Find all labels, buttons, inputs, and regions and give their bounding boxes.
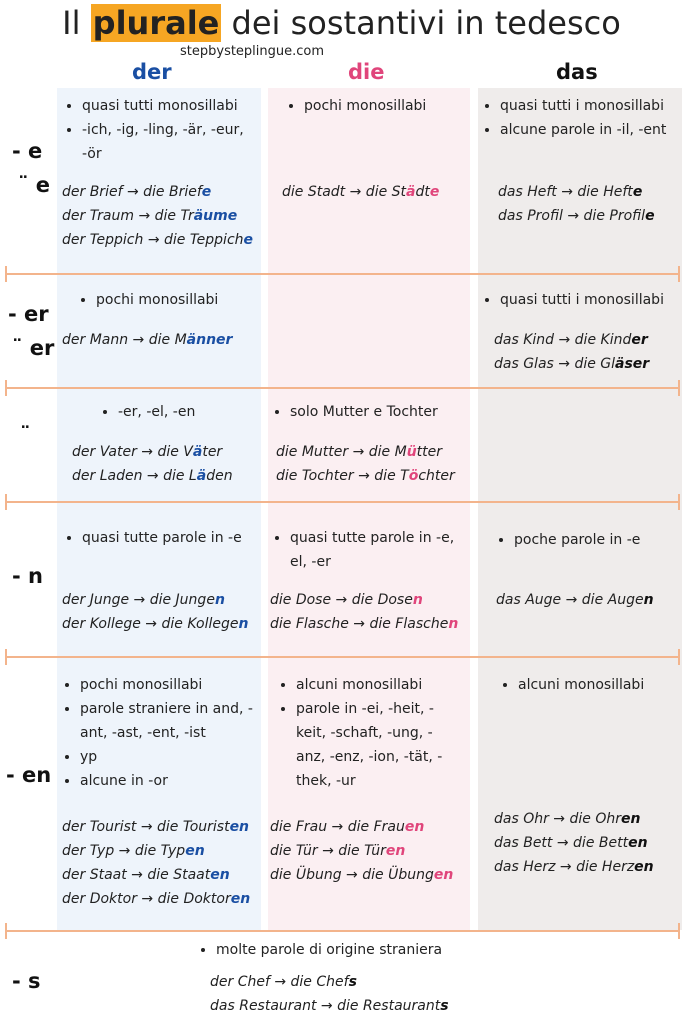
page-title: Il plurale dei sostantivi in tedesco [62, 4, 621, 42]
list-item: • pochi monosillabi [304, 94, 468, 118]
cell-er-der [62, 288, 258, 352]
list-item: • quasi tutte parole in -e [82, 526, 258, 550]
list-item: • molte parole di origine straniera [216, 938, 496, 962]
list-item: • alcuni monosillabi [296, 673, 454, 697]
cell-e-die [270, 94, 468, 204]
cell-n-das [480, 528, 680, 612]
row-label-e: - e ¨ e [12, 139, 51, 197]
list-item: • yp [80, 745, 258, 769]
example-line: das Herz → die Herzen [494, 859, 654, 875]
cell-n-der [62, 526, 258, 636]
example-line: der Tourist → die Touristen [62, 819, 250, 835]
list-item: • -er, -el, -en [118, 400, 258, 424]
list-item: • poche parole in -e [514, 528, 680, 552]
example-line: der Brief → die Briefe [62, 184, 212, 200]
list-item: • quasi tutti monosillabi [82, 94, 258, 118]
cell-en-die [270, 673, 468, 887]
list-item: • alcune in -or [80, 769, 258, 793]
example-line: die Stadt → die Städte [282, 184, 440, 200]
example-line: die Dose → die Dosen [270, 592, 423, 608]
row-label-s: - s [12, 969, 41, 993]
list-item: • quasi tutte parole in -e, el, -er [290, 526, 456, 574]
row-separator [5, 930, 680, 932]
example-line: das Kind → die Kinder [494, 332, 648, 348]
cell-en-der [62, 673, 258, 911]
list-item: • parole in -ei, -heit, -keit, -schaft, -ung, -anz, -enz, -ion, -tät, -thek, -ur [296, 697, 454, 793]
row-label-n: - n [12, 564, 43, 588]
column-header-das: das [556, 60, 598, 84]
row-label-en: - en [6, 763, 52, 787]
example-line: der Kollege → die Kollegen [62, 616, 249, 632]
example-line: der Junge → die Jungen [62, 592, 225, 608]
example-line: der Doktor → die Doktoren [62, 891, 251, 907]
cell-en-das [480, 673, 680, 879]
example-line: der Teppich → die Teppiche [62, 232, 254, 248]
site-url: stepbysteplingue.com [180, 44, 325, 59]
example-line: die Frau → die Frauen [270, 819, 425, 835]
row-separator [5, 656, 680, 658]
example-line: das Restaurant → die Restaurants [210, 998, 449, 1014]
example-line: die Flasche → die Flaschen [270, 616, 459, 632]
list-item: • pochi monosillabi [80, 673, 258, 697]
list-item: • quasi tutti i monosillabi [500, 288, 680, 312]
row-label-umlaut: ¨ [20, 423, 31, 447]
example-line: das Ohr → die Ohren [494, 811, 641, 827]
list-item: • parole straniere in and, -ant, -ast, -ent, -ist [80, 697, 258, 745]
example-line: der Chef → die Chefs [210, 974, 357, 990]
example-line: der Laden → die Läden [72, 468, 233, 484]
example-line: die Übung → die Übungen [270, 867, 454, 883]
cell-e-der [62, 94, 258, 252]
cell-er-das [480, 288, 680, 376]
example-line: das Glas → die Gläser [494, 356, 650, 372]
cell-e-das [480, 94, 680, 228]
example-line: das Heft → die Hefte [498, 184, 643, 200]
cell-n-die [270, 526, 468, 636]
example-line: das Auge → die Augen [496, 592, 654, 608]
example-line: die Tür → die Türen [270, 843, 406, 859]
row-separator [5, 273, 680, 275]
list-item: • alcuni monosillabi [518, 673, 680, 697]
list-item: • alcune parole in -il, -ent [500, 118, 680, 142]
cell-umlaut-die [270, 400, 468, 488]
list-item: • solo Mutter e Tochter [290, 400, 468, 424]
column-header-der: der [132, 60, 172, 84]
example-line: das Profil → die Profile [498, 208, 655, 224]
column-header-die: die [348, 60, 385, 84]
example-line: die Mutter → die Mütter [276, 444, 443, 460]
example-line: der Staat → die Staaten [62, 867, 230, 883]
list-item: • quasi tutti i monosillabi [500, 94, 680, 118]
cell-umlaut-der [62, 400, 258, 488]
cell-s [196, 938, 496, 1018]
example-line: die Tochter → die Töchter [276, 468, 455, 484]
example-line: der Mann → die Männer [62, 332, 233, 348]
row-separator [5, 387, 680, 389]
title-highlight: plurale [92, 4, 220, 42]
list-item: • pochi monosillabi [96, 288, 258, 312]
example-line: das Bett → die Betten [494, 835, 648, 851]
list-item: • -ich, -ig, -ling, -är, -eur, -ör [82, 118, 258, 166]
example-line: der Typ → die Typen [62, 843, 205, 859]
row-label-er: - er ¨ er [8, 302, 55, 360]
example-line: der Vater → die Väter [72, 444, 223, 460]
row-separator [5, 501, 680, 503]
example-line: der Traum → die Träume [62, 208, 238, 224]
